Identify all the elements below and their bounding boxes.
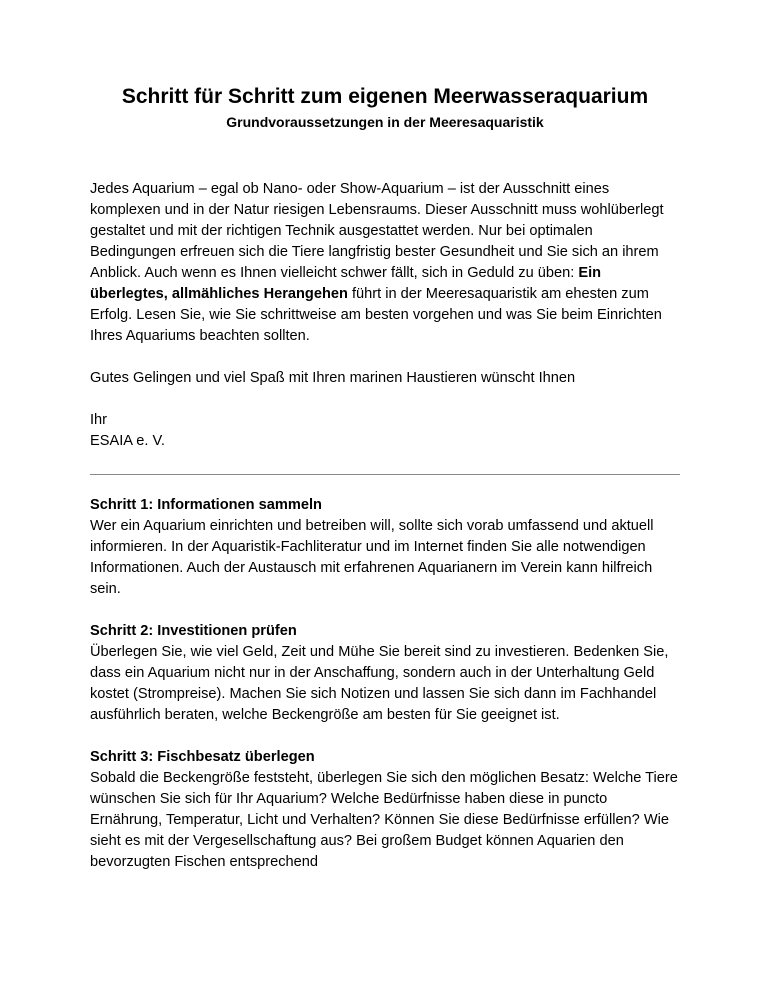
document-subtitle: Grundvoraussetzungen in der Meeresaquaristik (226, 114, 544, 130)
signature-line-2: ESAIA e. V. (90, 433, 165, 449)
document-title: Schritt für Schritt zum eigenen Meerwasseraquarium (121, 85, 649, 108)
step-2 (90, 621, 680, 726)
step-3-heading: Schritt 3: Fischbesatz überlegen (90, 749, 315, 765)
signature-line-1: Ihr (90, 412, 108, 428)
step-3 (90, 747, 680, 873)
intro-paragraph (90, 179, 680, 347)
intro-text-end: führt in der Meeresaquaristik am ehesten zum Erfolg. Lesen Sie, wie Sie schrittweise am besten vorgehen und was Sie beim Einrichten Ihres Aquariums beachten sollten. (90, 286, 662, 344)
step-1-text: Wer ein Aquarium einrichten und betreiben will, sollte sich vorab umfassend und aktuell informieren. In der Aquaristik-Fachliteratur und im Internet finden Sie alle notwendigen Informationen. Auch der Austausch mit erfahrenen Aquarianern im Verein kann hilfreich sein. (90, 518, 654, 597)
step-3-text: Sobald die Beckengröße feststeht, überlegen Sie sich den möglichen Besatz: Welche Tiere wünschen Sie sich für Ihr Aquarium? Welche Bedürfnisse haben diese in puncto Ernährung, Temperatur, Licht und Verhalten? Können Sie diese Bedürfnisse erfüllen? Wie sieht es mit der Vergesellschaftung aus? Bei großem Budget können Aquarien den bevorzugten Fischen entsprechend (90, 770, 678, 870)
intro-text-start: Jedes Aquarium – egal ob Nano- oder Show-Aquarium – ist der Ausschnitt eines komplexen und in der Natur riesigen Lebensraums. Dieser Ausschnitt muss wohlüberlegt gestaltet und mit der richtigen Technik ausgestattet werden. Nur bei optimalen Bedingungen erfreuen sich die Tiere langfristig bester Gesundheit und Sie sich an ihrem Anblick. Auch wenn es Ihnen vielleicht schwer fällt, sich in Geduld zu üben: (90, 181, 664, 281)
section-divider (90, 474, 680, 475)
step-1 (90, 495, 680, 600)
signature-block (90, 410, 680, 452)
greeting-paragraph: Gutes Gelingen und viel Spaß mit Ihren marinen Haustieren wünscht Ihnen (90, 370, 576, 386)
document-page (90, 84, 680, 873)
intro-emphasis: Ein überlegtes, allmähliches Herangehen (90, 265, 602, 302)
step-2-heading: Schritt 2: Investitionen prüfen (90, 623, 297, 639)
step-1-heading: Schritt 1: Informationen sammeln (90, 497, 322, 513)
step-2-text: Überlegen Sie, wie viel Geld, Zeit und Mühe Sie bereit sind zu investieren. Bedenken Sie, dass ein Aquarium nicht nur in der Anschaffung, sondern auch in der Unterhaltung Geld kostet (Strompreise). Machen Sie sich Notizen und lassen Sie sich dann im Fachhandel ausführlich beraten, welche Beckengröße am besten für Sie geeignet ist. (90, 644, 669, 723)
